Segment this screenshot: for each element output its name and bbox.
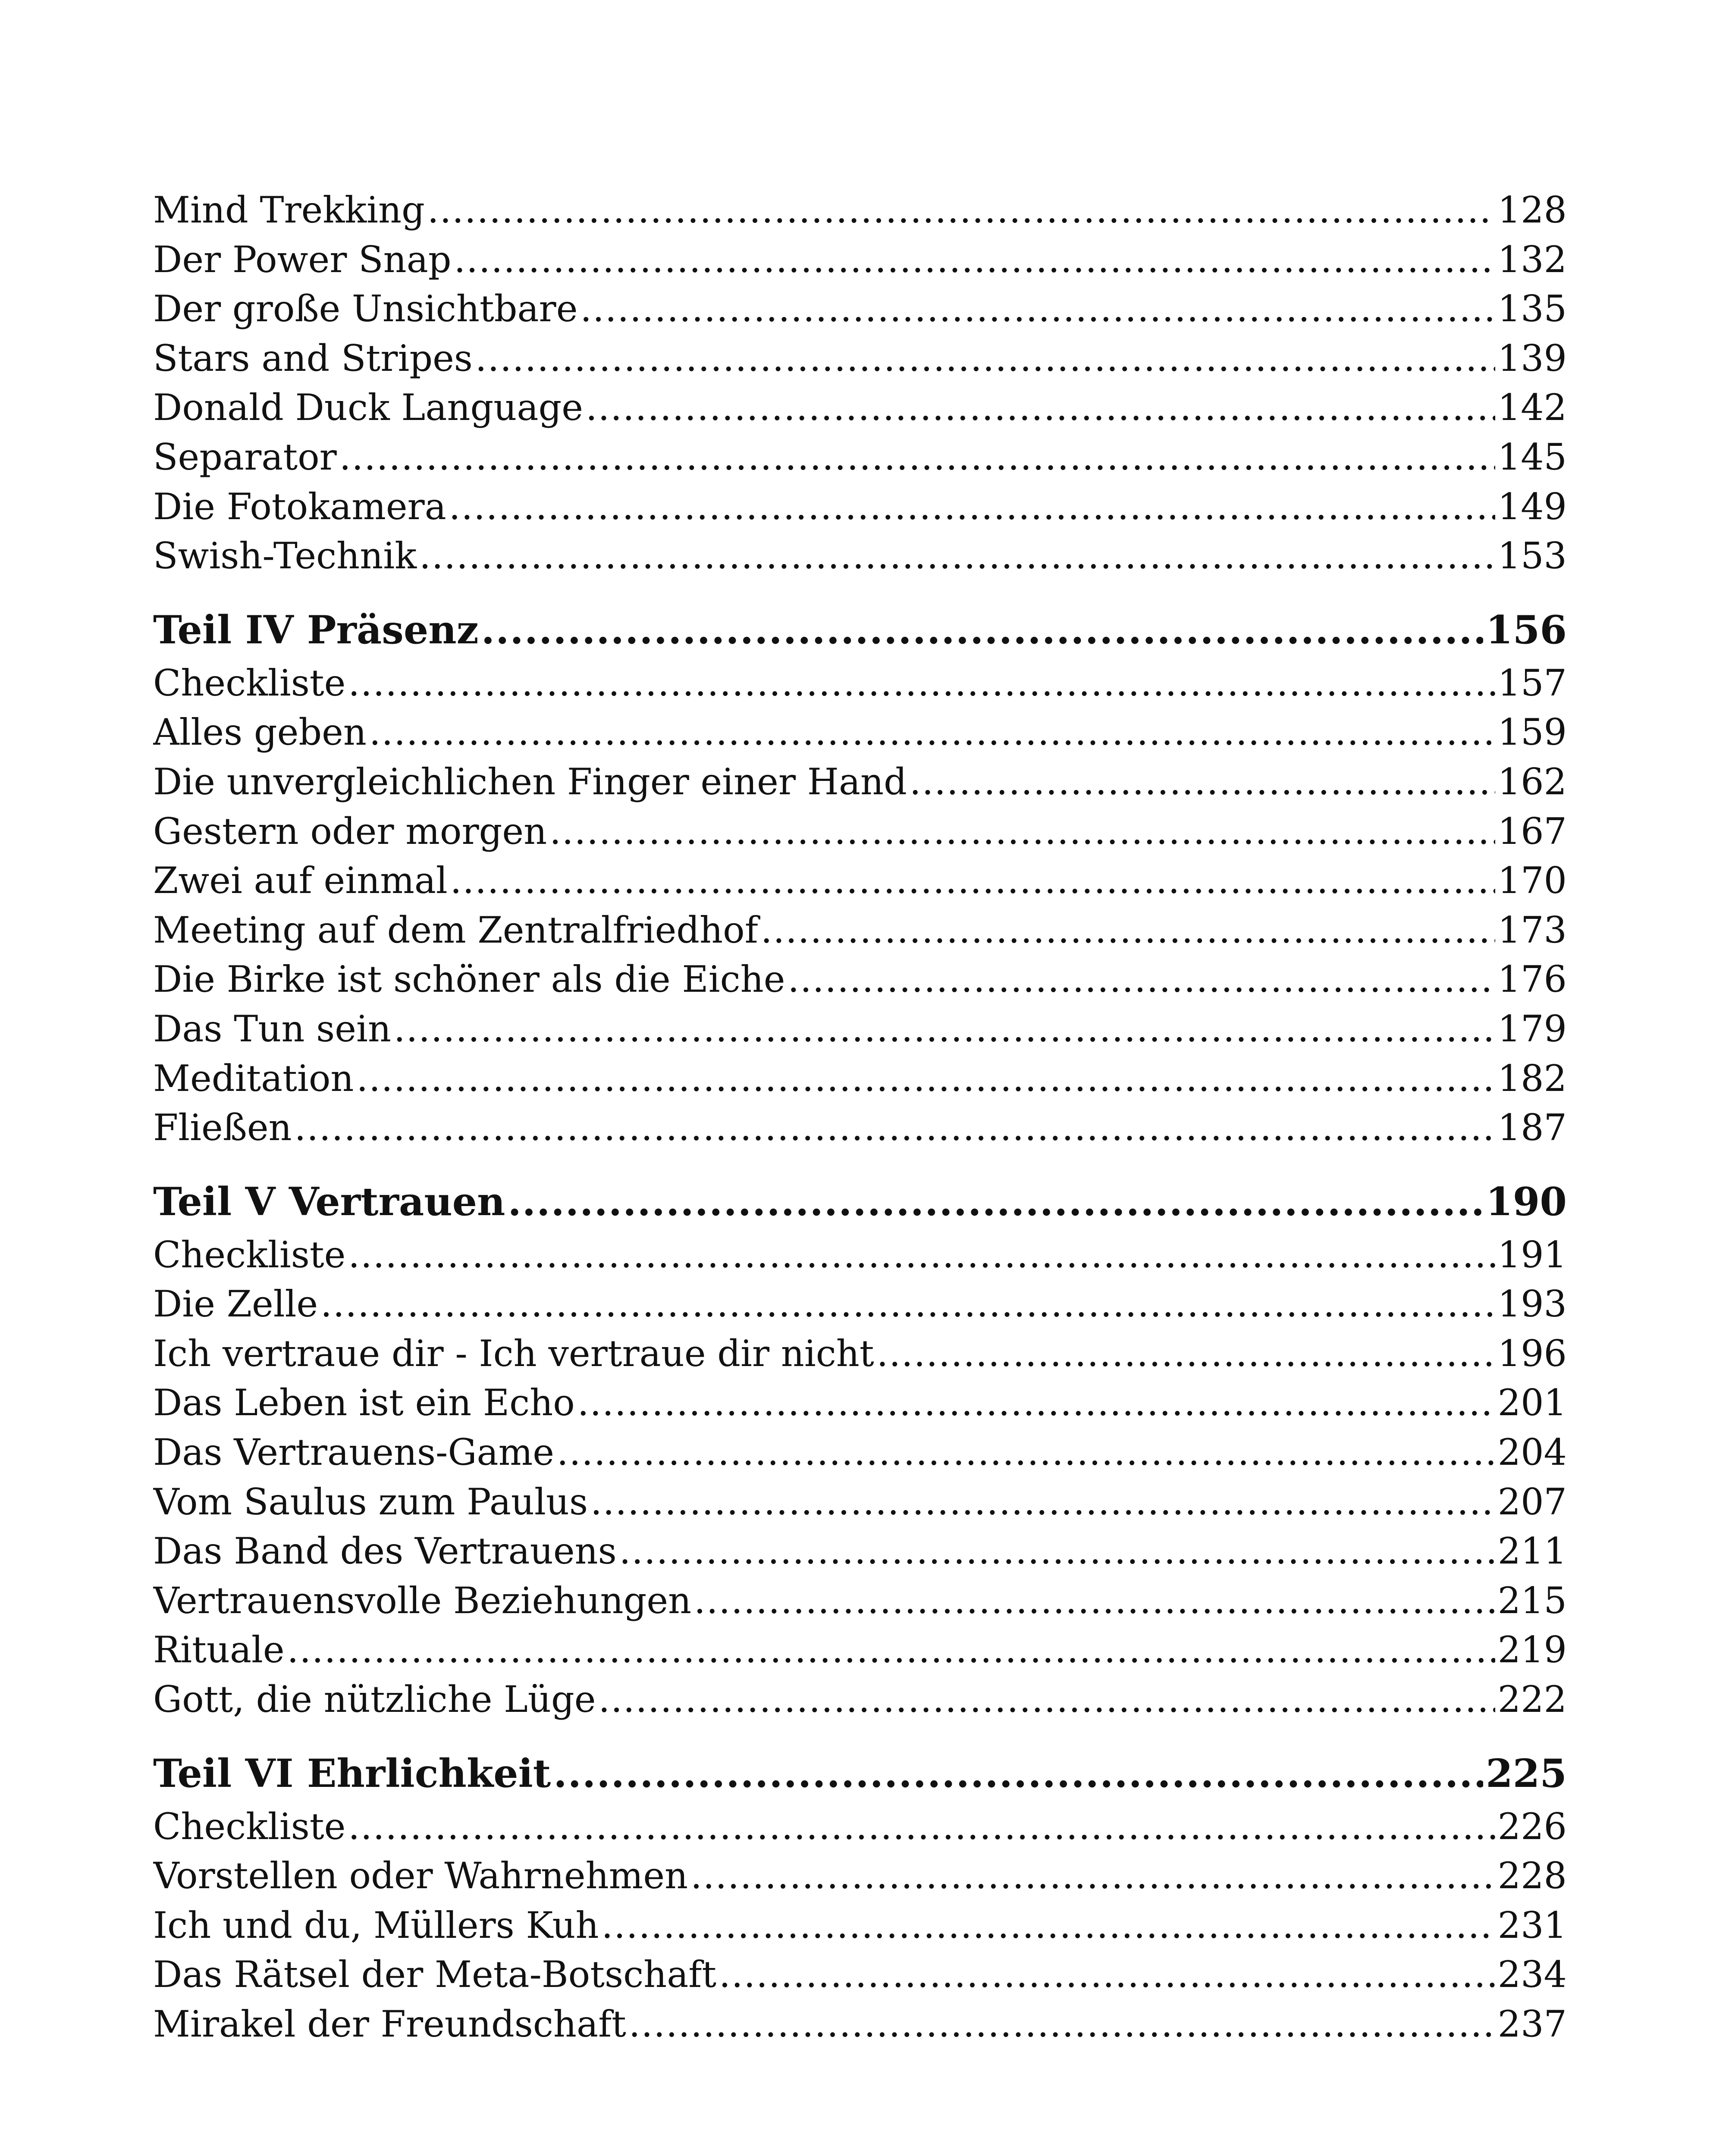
dot-leader (348, 658, 1495, 708)
toc-entry-title: Checkliste (153, 1233, 346, 1276)
dot-leader (719, 1950, 1495, 1999)
toc-entry (153, 1378, 1567, 1428)
dot-leader (877, 1329, 1495, 1379)
toc-entry-page-number: 153 (1497, 535, 1567, 577)
toc-entry (153, 1851, 1567, 1901)
toc-entry-page-number: 231 (1497, 1904, 1567, 1946)
toc-entry-title: Separator (153, 436, 337, 478)
toc-entry-title: Der große Unsichtbare (153, 288, 578, 330)
toc-entry-title: Das Rätsel der Meta-Botschaft (153, 1953, 717, 1996)
dot-leader (553, 1745, 1483, 1802)
toc-entry-title: Gestern oder morgen (153, 810, 547, 852)
dot-leader (348, 1230, 1495, 1280)
dot-leader (295, 1103, 1495, 1153)
toc-entry-page-number: 237 (1497, 2003, 1567, 2045)
toc-entry-page-number: 135 (1497, 288, 1567, 330)
toc-entry-page-number: 157 (1497, 661, 1567, 704)
toc-entry-page-number: 207 (1497, 1480, 1567, 1523)
toc-entry-title: Stars and Stripes (153, 337, 473, 379)
toc-entry-page-number: 215 (1497, 1579, 1567, 1622)
toc-entry (153, 1428, 1567, 1477)
toc-entry (153, 1675, 1567, 1724)
toc-entry (153, 1526, 1567, 1576)
dot-leader (419, 531, 1495, 581)
toc-entry-page-number: 162 (1497, 760, 1567, 803)
toc-entry-page-number: 179 (1497, 1007, 1567, 1050)
dot-leader (357, 1054, 1495, 1103)
toc-entry (153, 284, 1567, 334)
toc-entry (153, 432, 1567, 482)
toc-entry-title: Ich vertraue dir - Ich vertraue dir nicht (153, 1332, 874, 1375)
toc-entry (153, 383, 1567, 432)
toc-entry-title: Meditation (153, 1057, 354, 1100)
toc-entry-page-number: 196 (1497, 1332, 1567, 1375)
dot-leader (454, 235, 1495, 285)
toc-entry-page-number: 211 (1497, 1530, 1567, 1573)
toc-entry-title: Vertrauensvolle Beziehungen (153, 1579, 692, 1622)
dot-leader (629, 1999, 1495, 2049)
dot-leader (788, 955, 1495, 1004)
toc-entry-page-number: 139 (1497, 337, 1567, 379)
toc-entry-title: Teil V Vertrauen (153, 1178, 505, 1225)
toc-entry (153, 1004, 1567, 1054)
toc-entry-page-number: 176 (1497, 958, 1567, 1001)
toc-entry-page-number: 191 (1497, 1233, 1567, 1276)
dot-leader (339, 432, 1495, 482)
toc-entry (153, 807, 1567, 856)
toc-entry-title: Alles geben (153, 711, 367, 754)
toc-part-heading (153, 602, 1567, 658)
toc-entry-page-number: 222 (1497, 1678, 1567, 1721)
toc-entry-title: Die Zelle (153, 1283, 318, 1326)
dot-leader (599, 1675, 1495, 1724)
dot-leader (481, 602, 1483, 658)
toc-entry-page-number: 145 (1497, 436, 1567, 478)
toc-part-heading (153, 1173, 1567, 1230)
dot-leader (910, 757, 1495, 807)
toc-entry (153, 1230, 1567, 1280)
dot-leader (450, 856, 1495, 906)
toc-entry-page-number: 226 (1497, 1805, 1567, 1848)
toc-entry-page-number: 204 (1497, 1431, 1567, 1474)
toc-entry-page-number: 167 (1497, 810, 1567, 852)
toc-entry-title: Zwei auf einmal (153, 859, 448, 902)
dot-leader (602, 1901, 1495, 1950)
toc-entry (153, 1901, 1567, 1950)
toc-entry (153, 1999, 1567, 2049)
dot-leader (586, 383, 1495, 432)
dot-leader (761, 906, 1495, 955)
dot-leader (557, 1428, 1495, 1477)
dot-leader (549, 807, 1495, 856)
dot-leader (287, 1625, 1495, 1675)
toc-entry-title: Teil IV Präsenz (153, 607, 479, 653)
dot-leader (577, 1378, 1495, 1428)
dot-leader (348, 1802, 1495, 1852)
toc-entry-title: Teil VI Ehrlichkeit (153, 1750, 551, 1796)
toc-entry-page-number: 170 (1497, 859, 1567, 902)
toc-entry (153, 1054, 1567, 1103)
toc-entry-title: Meeting auf dem Zentralfriedhof (153, 909, 758, 951)
toc-entry-title: Swish-Technik (153, 535, 417, 577)
dot-leader (394, 1004, 1495, 1054)
toc-part-heading (153, 1745, 1567, 1802)
toc-entry-title: Das Leben ist ein Echo (153, 1382, 575, 1424)
dot-leader (369, 708, 1495, 757)
toc-entry-page-number: 219 (1497, 1629, 1567, 1671)
table-of-contents (153, 185, 1567, 2049)
toc-entry-title: Donald Duck Language (153, 386, 583, 429)
toc-entry-page-number: 173 (1497, 909, 1567, 951)
dot-leader (619, 1526, 1495, 1576)
toc-entry-title: Rituale (153, 1629, 285, 1671)
toc-entry-title: Die Fotokamera (153, 485, 446, 528)
toc-entry-title: Die Birke ist schöner als die Eiche (153, 958, 785, 1001)
toc-entry-title: Der Power Snap (153, 238, 452, 281)
toc-entry-page-number: 225 (1486, 1750, 1567, 1796)
toc-entry-title: Die unvergleichlichen Finger einer Hand (153, 760, 907, 803)
toc-entry-page-number: 228 (1497, 1855, 1567, 1897)
toc-entry (153, 955, 1567, 1004)
toc-entry (153, 185, 1567, 235)
toc-entry (153, 1625, 1567, 1675)
toc-entry-title: Checkliste (153, 661, 346, 704)
toc-entry-page-number: 190 (1486, 1178, 1567, 1225)
toc-entry (153, 1329, 1567, 1379)
dot-leader (580, 284, 1495, 334)
toc-entry (153, 708, 1567, 757)
toc-entry (153, 1103, 1567, 1153)
dot-leader (590, 1477, 1495, 1527)
dot-leader (320, 1279, 1495, 1329)
toc-entry (153, 658, 1567, 708)
toc-entry-title: Checkliste (153, 1805, 346, 1848)
toc-entry-page-number: 201 (1497, 1382, 1567, 1424)
toc-entry-title: Ich und du, Müllers Kuh (153, 1904, 599, 1946)
toc-entry-page-number: 187 (1497, 1106, 1567, 1149)
dot-leader (475, 334, 1495, 383)
dot-leader (449, 482, 1495, 532)
toc-entry-title: Vorstellen oder Wahrnehmen (153, 1855, 688, 1897)
toc-entry (153, 1279, 1567, 1329)
toc-entry-page-number: 149 (1497, 485, 1567, 528)
toc-entry-page-number: 193 (1497, 1283, 1567, 1326)
toc-entry-page-number: 156 (1486, 607, 1567, 653)
toc-entry-page-number: 128 (1497, 189, 1567, 231)
toc-entry (153, 856, 1567, 906)
dot-leader (508, 1173, 1483, 1230)
toc-entry-title: Gott, die nützliche Lüge (153, 1678, 596, 1721)
toc-entry-page-number: 132 (1497, 238, 1567, 281)
toc-entry-page-number: 234 (1497, 1953, 1567, 1996)
toc-entry-page-number: 182 (1497, 1057, 1567, 1100)
toc-entry (153, 334, 1567, 383)
toc-entry (153, 757, 1567, 807)
dot-leader (427, 185, 1495, 235)
toc-entry (153, 1950, 1567, 1999)
toc-entry (153, 482, 1567, 532)
toc-entry (153, 906, 1567, 955)
toc-entry-title: Das Band des Vertrauens (153, 1530, 617, 1573)
toc-entry (153, 1576, 1567, 1626)
toc-entry (153, 531, 1567, 581)
toc-entry-page-number: 142 (1497, 386, 1567, 429)
dot-leader (690, 1851, 1495, 1901)
toc-entry-title: Das Vertrauens-Game (153, 1431, 554, 1474)
dot-leader (694, 1576, 1495, 1626)
toc-entry-title: Mind Trekking (153, 189, 425, 231)
toc-entry-title: Fließen (153, 1106, 292, 1149)
toc-entry (153, 1802, 1567, 1852)
toc-entry-title: Vom Saulus zum Paulus (153, 1480, 588, 1523)
toc-entry (153, 235, 1567, 285)
toc-entry-title: Das Tun sein (153, 1007, 391, 1050)
toc-entry-page-number: 159 (1497, 711, 1567, 754)
toc-entry (153, 1477, 1567, 1527)
toc-entry-title: Mirakel der Freundschaft (153, 2003, 626, 2045)
